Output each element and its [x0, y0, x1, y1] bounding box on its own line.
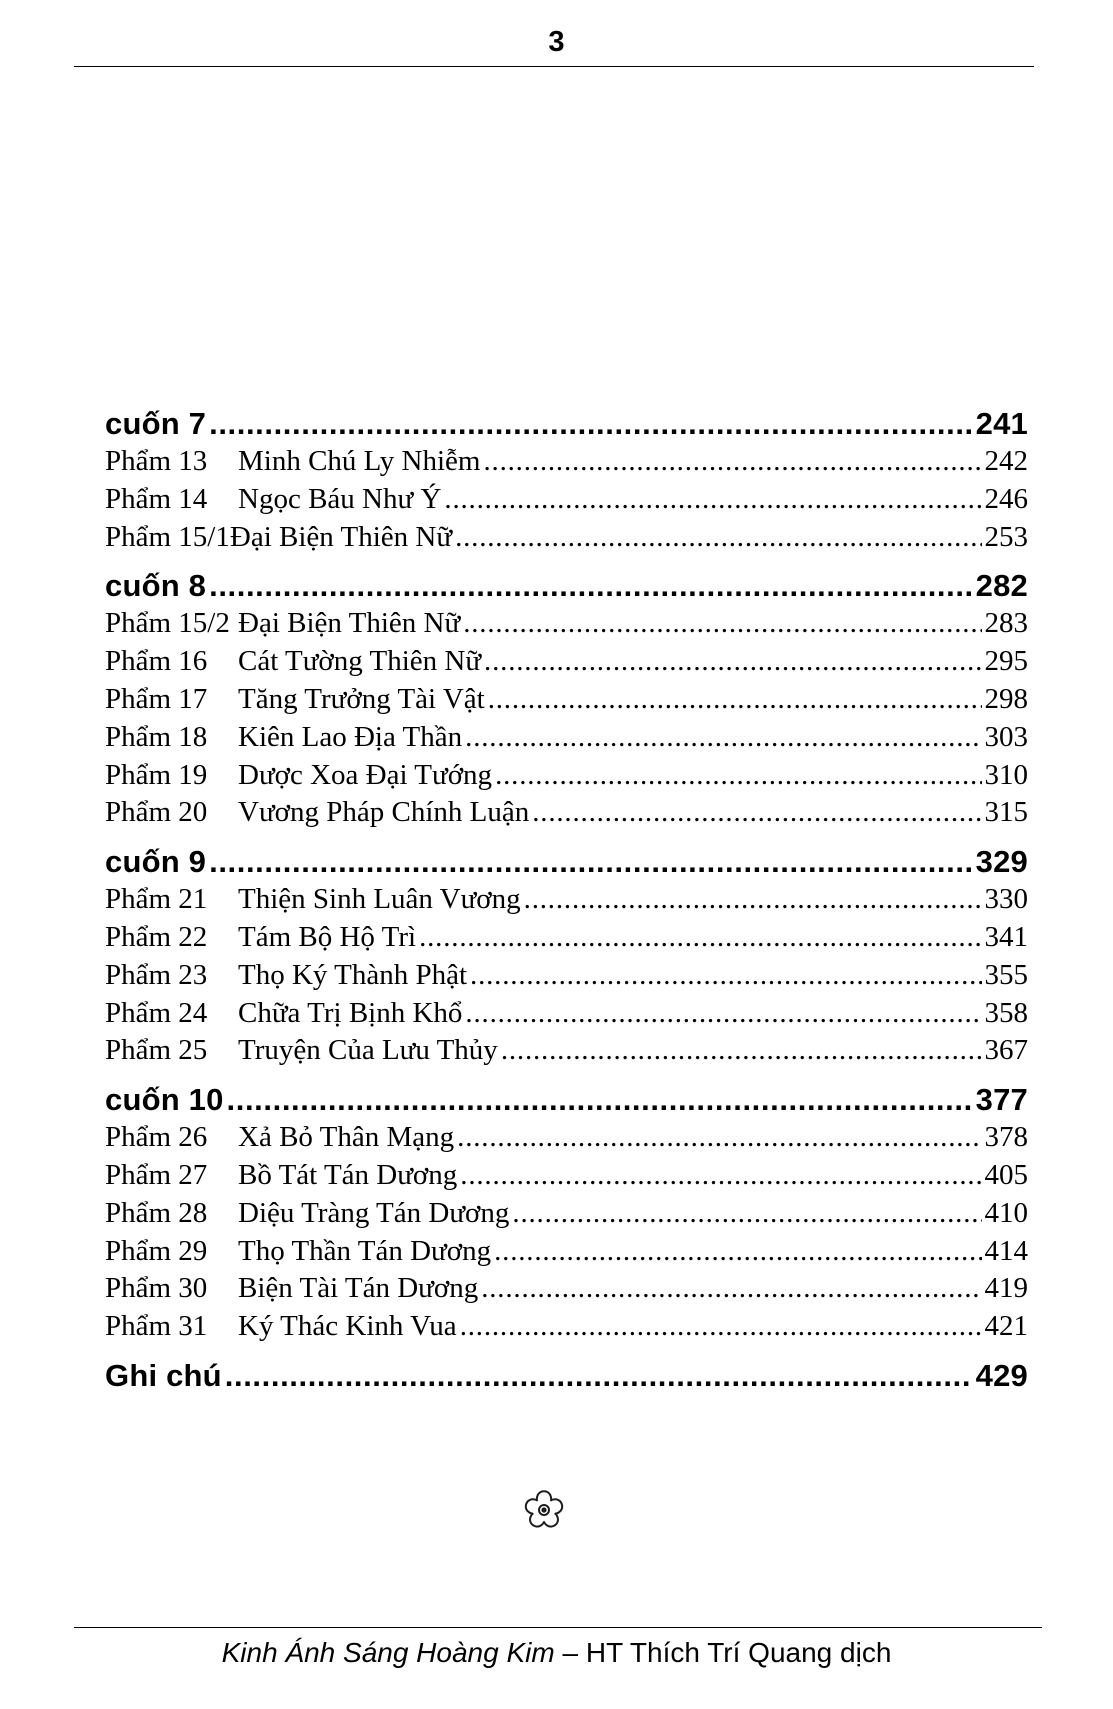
- toc-entry[interactable]: [105, 1308, 1028, 1346]
- dot-leader: [494, 1233, 981, 1271]
- entry-number: Phẩm 18: [105, 720, 208, 753]
- dot-leader: [501, 1032, 982, 1070]
- toc-entry[interactable]: [105, 1270, 1028, 1308]
- entry-title: Bồ Tát Tán Dương: [238, 1158, 458, 1191]
- dot-leader: [524, 881, 982, 919]
- toc-section-cuon-10: [105, 1080, 1028, 1346]
- entry-number: Phẩm 15/1: [105, 520, 230, 553]
- entry-number: Phẩm 16: [105, 645, 208, 678]
- dot-leader: [457, 1119, 981, 1157]
- entry-number: Phẩm 29: [105, 1234, 208, 1267]
- entry-title: Tám Bộ Hộ Trì: [238, 920, 417, 953]
- entry-number: Phẩm 24: [105, 996, 208, 1029]
- dot-leader: [460, 1157, 981, 1195]
- table-of-contents: [105, 404, 1028, 1395]
- dot-leader: [470, 957, 981, 995]
- dot-leader: [460, 1308, 982, 1346]
- toc-entry[interactable]: [105, 957, 1028, 995]
- entry-number: Phẩm 19: [105, 758, 208, 791]
- entry-number: Phẩm 20: [105, 796, 208, 829]
- toc-heading[interactable]: [105, 842, 1028, 881]
- footer-book-title: Kinh Ánh Sáng Hoàng Kim: [221, 1637, 555, 1668]
- heading-page: 282: [975, 568, 1028, 604]
- dot-leader: [532, 794, 981, 832]
- entry-number: Phẩm 13: [105, 445, 208, 477]
- toc-entry[interactable]: [105, 794, 1028, 832]
- notes-page: 429: [975, 1357, 1028, 1393]
- toc-heading[interactable]: [105, 1080, 1028, 1119]
- entry-number: Phẩm 14: [105, 482, 208, 515]
- entry-number: Phẩm 17: [105, 682, 208, 715]
- entry-title: Xả Bỏ Thân Mạng: [238, 1121, 455, 1154]
- entry-page: 242: [984, 445, 1028, 477]
- toc-entry[interactable]: [105, 643, 1028, 681]
- toc-notes[interactable]: [105, 1356, 1028, 1395]
- dot-leader: [209, 842, 973, 881]
- dot-leader: [465, 995, 981, 1033]
- entry-title: Truyện Của Lưu Thủy: [238, 1034, 498, 1067]
- entry-title: Chữa Trị Bịnh Khổ: [238, 996, 463, 1029]
- toc-entry[interactable]: [105, 995, 1028, 1033]
- entry-number: Phẩm 30: [105, 1272, 208, 1305]
- toc-entry[interactable]: [105, 1157, 1028, 1195]
- dot-leader: [227, 1080, 973, 1119]
- entry-title: Đại Biện Thiên Nữ: [238, 607, 461, 640]
- toc-entry[interactable]: [105, 719, 1028, 757]
- heading-title: cuốn 7: [105, 406, 207, 441]
- entry-page: 419: [984, 1272, 1028, 1305]
- dot-leader: [225, 1356, 973, 1395]
- toc-section-cuon-9: [105, 842, 1028, 1070]
- entry-title: Diệu Tràng Tán Dương: [238, 1196, 510, 1229]
- toc-heading[interactable]: [105, 566, 1028, 605]
- toc-entry[interactable]: [105, 481, 1028, 519]
- entry-title: Vương Pháp Chính Luận: [238, 796, 530, 829]
- entry-title: Thọ Thần Tán Dương: [238, 1234, 492, 1267]
- entry-number: Phẩm 26: [105, 1121, 208, 1154]
- dot-leader: [481, 1270, 981, 1308]
- toc-entry[interactable]: [105, 881, 1028, 919]
- entry-number: Phẩm 21: [105, 883, 208, 916]
- footer-divider: [74, 1627, 1042, 1628]
- entry-page: 367: [984, 1034, 1028, 1067]
- entry-page: 303: [984, 720, 1028, 753]
- toc-section-cuon-8: [105, 566, 1028, 832]
- entry-page: 410: [984, 1196, 1028, 1229]
- entry-title: Thọ Ký Thành Phật: [238, 958, 468, 991]
- dot-leader: [209, 404, 973, 443]
- entry-title: Cát Tường Thiên Nữ: [238, 645, 482, 678]
- dot-leader: [512, 1195, 981, 1233]
- entry-title: Biện Tài Tán Dương: [238, 1272, 479, 1305]
- entry-page: 414: [984, 1234, 1028, 1267]
- toc-entry[interactable]: [105, 1119, 1028, 1157]
- entry-title: Đại Biện Thiên Nữ: [229, 520, 453, 553]
- entry-page: 358: [984, 996, 1028, 1029]
- entry-page: 405: [984, 1158, 1028, 1191]
- toc-entry[interactable]: [105, 919, 1028, 957]
- entry-page: 355: [984, 958, 1028, 991]
- toc-heading[interactable]: [105, 404, 1028, 443]
- dot-leader: [488, 681, 982, 719]
- header-divider: [74, 66, 1034, 67]
- entry-title: Dược Xoa Đại Tướng: [238, 758, 493, 791]
- dot-leader: [455, 519, 981, 557]
- entry-page: 298: [984, 682, 1028, 715]
- dot-leader: [495, 757, 981, 795]
- toc-entry[interactable]: [105, 757, 1028, 795]
- entry-page: 246: [984, 482, 1028, 515]
- dot-leader: [444, 481, 981, 519]
- footer-translator: HT Thích Trí Quang dịch: [585, 1637, 892, 1668]
- entry-title: Ký Thác Kinh Vua: [238, 1310, 457, 1343]
- heading-page: 377: [975, 1082, 1028, 1118]
- entry-title: Minh Chú Ly Nhiễm: [238, 445, 481, 477]
- entry-page: 421: [984, 1310, 1028, 1343]
- entry-page: 310: [984, 758, 1028, 791]
- entry-number: Phẩm 22: [105, 920, 208, 953]
- heading-page: 241: [975, 406, 1028, 441]
- notes-title: Ghi chú: [105, 1357, 222, 1393]
- dot-leader: [209, 566, 973, 605]
- flower-ornament-icon: [514, 1480, 574, 1540]
- heading-title: cuốn 10: [105, 1082, 224, 1118]
- dot-leader: [484, 643, 981, 681]
- heading-title: cuốn 9: [105, 844, 207, 880]
- entry-page: 295: [984, 645, 1028, 678]
- entry-number: Phẩm 15/2: [105, 607, 230, 640]
- entry-title: Kiên Lao Địa Thần: [238, 720, 463, 753]
- entry-page: 330: [984, 883, 1028, 916]
- entry-title: Ngọc Báu Như Ý: [238, 482, 442, 515]
- entry-title: Tăng Trưởng Tài Vật: [238, 682, 485, 715]
- entry-page: 283: [984, 607, 1028, 640]
- page-footer: [0, 1637, 1113, 1669]
- entry-number: Phẩm 23: [105, 958, 208, 991]
- entry-title: Thiện Sinh Luân Vương: [238, 883, 521, 916]
- entry-number: Phẩm 28: [105, 1196, 208, 1229]
- entry-number: Phẩm 31: [105, 1310, 208, 1343]
- toc-entry[interactable]: [105, 681, 1028, 719]
- entry-number: Phẩm 27: [105, 1158, 208, 1191]
- entry-page: 253: [984, 520, 1028, 553]
- toc-entry[interactable]: [105, 443, 1028, 481]
- toc-section-cuon-7: [105, 404, 1028, 556]
- dot-leader: [483, 443, 981, 481]
- toc-entry[interactable]: [105, 605, 1028, 643]
- toc-entry[interactable]: [105, 519, 1028, 557]
- dot-leader: [463, 605, 981, 643]
- entry-page: 315: [984, 796, 1028, 829]
- entry-page: 378: [984, 1121, 1028, 1154]
- dot-leader: [465, 719, 981, 757]
- toc-entry[interactable]: [105, 1195, 1028, 1233]
- heading-title: cuốn 8: [105, 568, 207, 604]
- footer-separator: –: [562, 1637, 579, 1668]
- entry-number: Phẩm 25: [105, 1034, 208, 1067]
- dot-leader: [419, 919, 981, 957]
- toc-entry[interactable]: [105, 1032, 1028, 1070]
- page-number: 3: [548, 26, 565, 58]
- toc-entry[interactable]: [105, 1233, 1028, 1271]
- heading-page: 329: [975, 844, 1028, 880]
- entry-page: 341: [984, 920, 1028, 953]
